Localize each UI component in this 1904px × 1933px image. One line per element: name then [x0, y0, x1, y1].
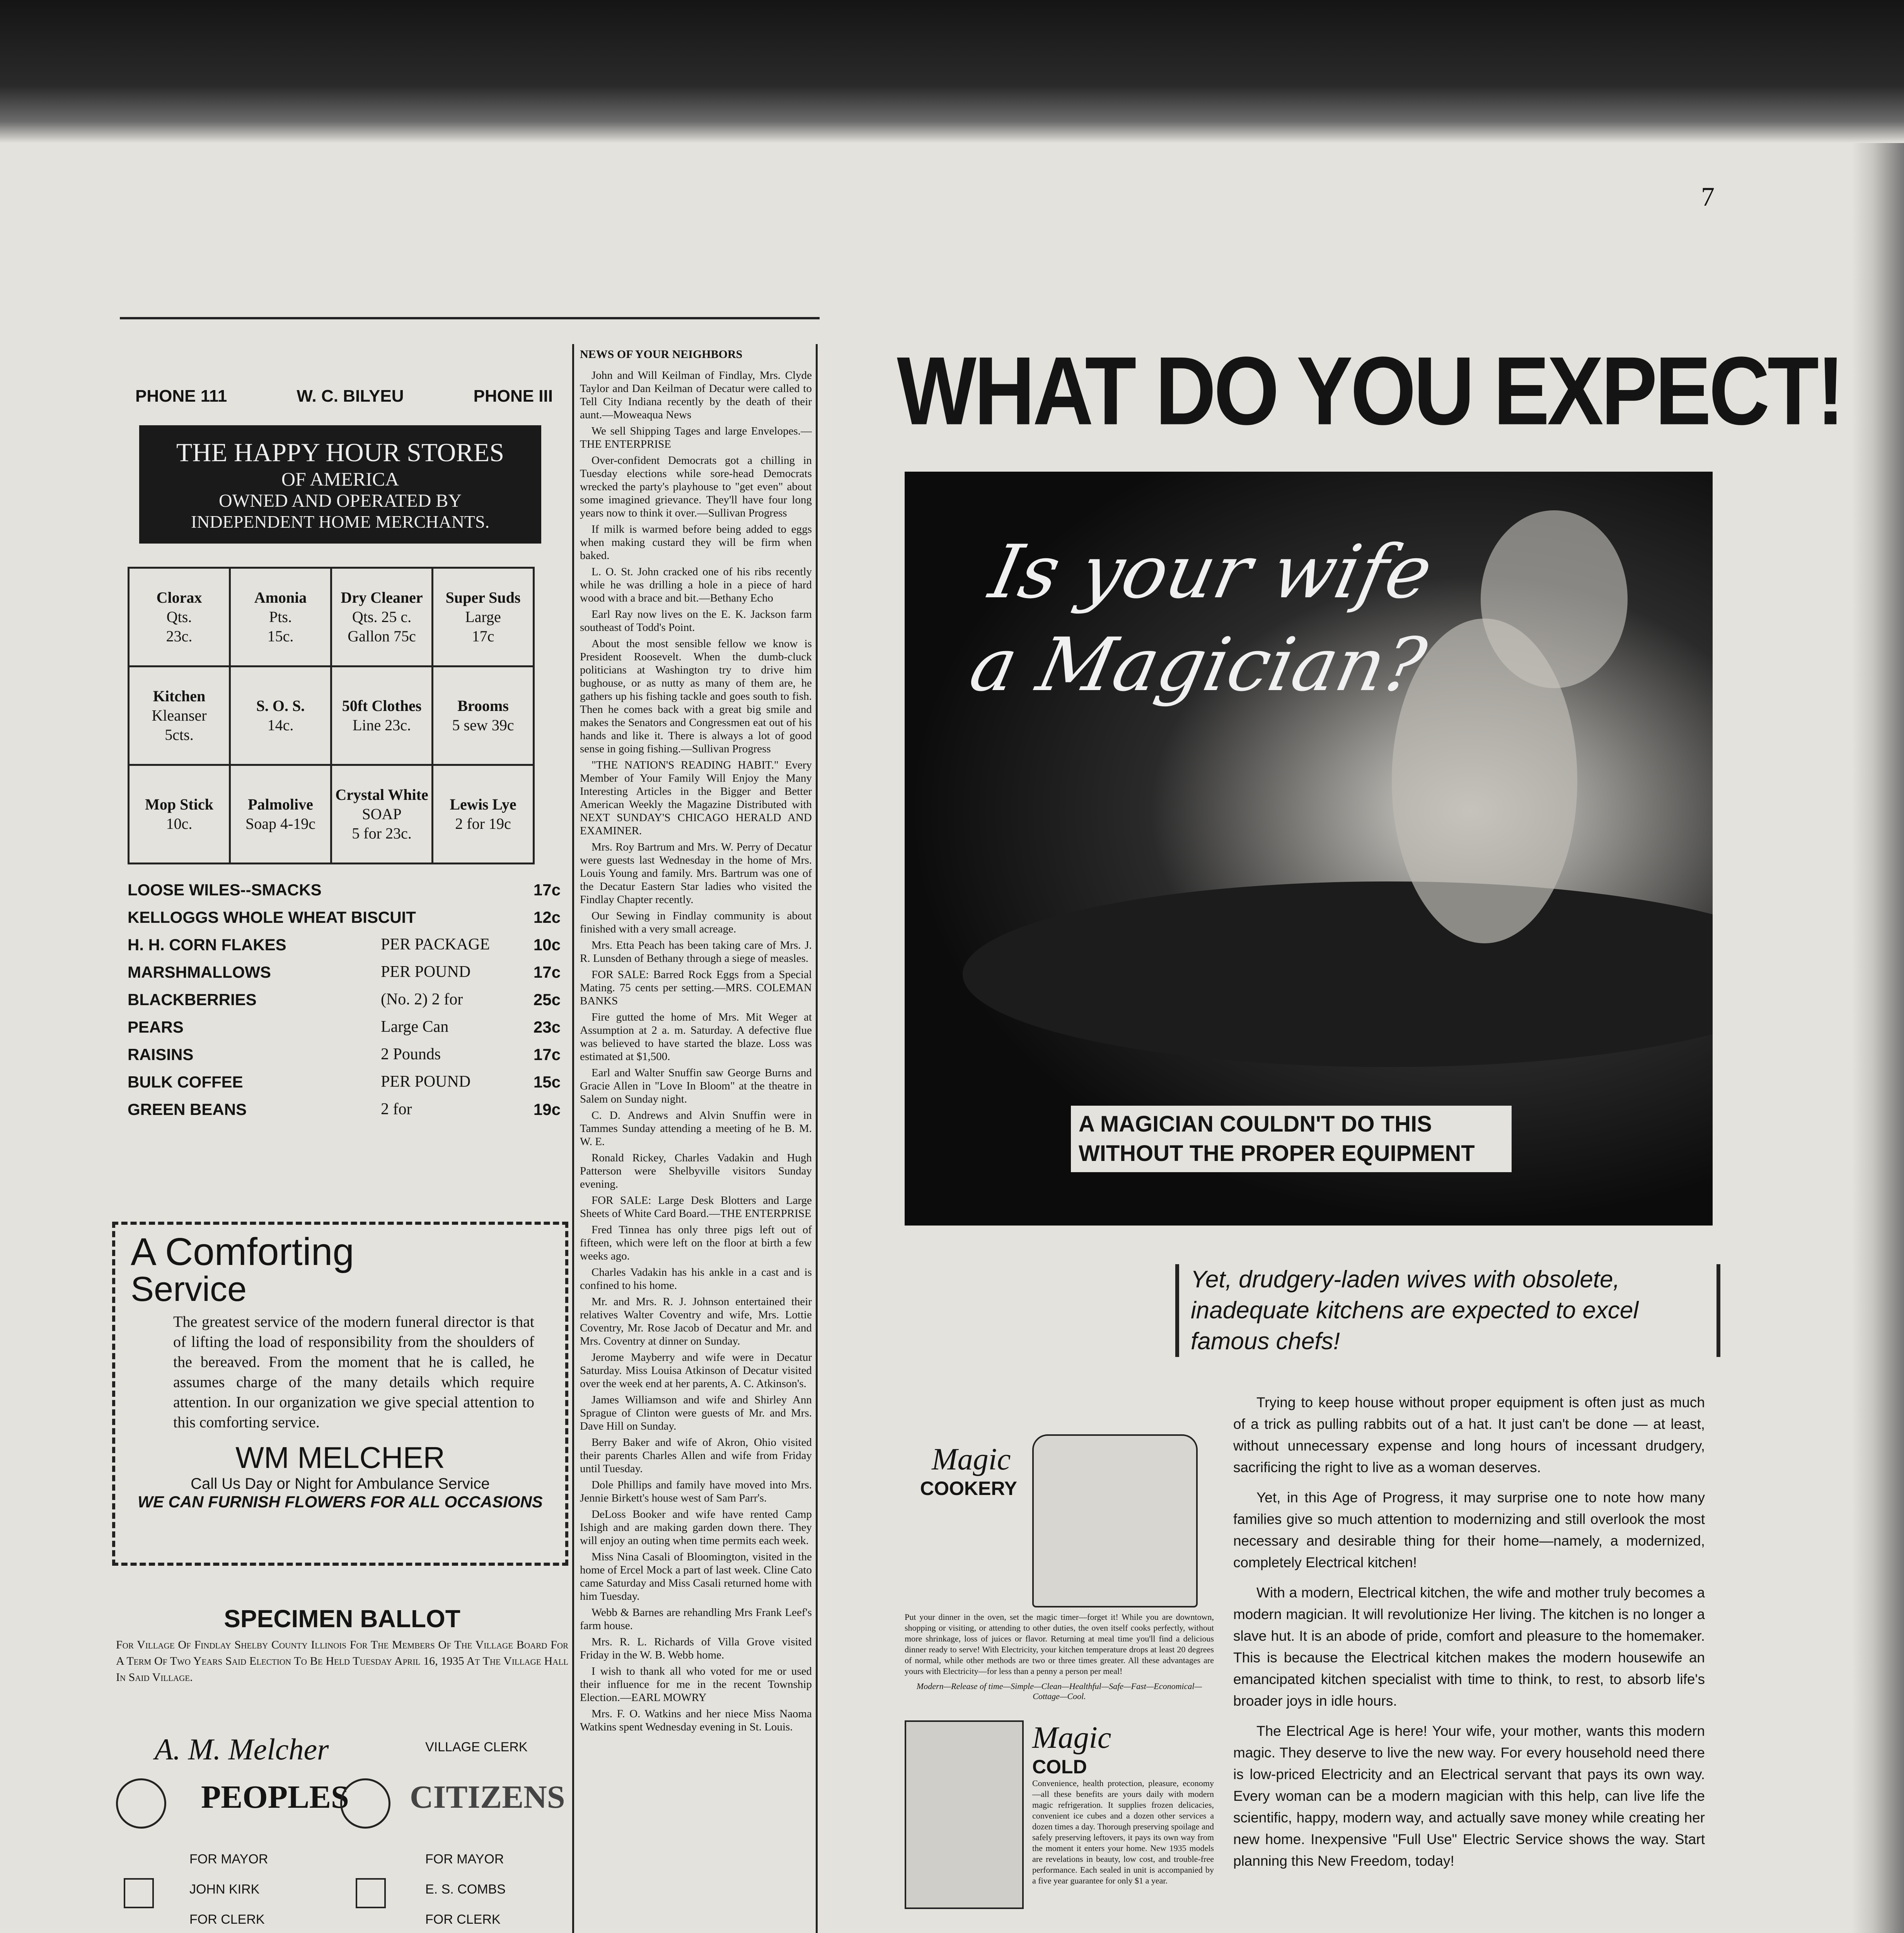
cookery-illustration	[1032, 1434, 1198, 1607]
ad-body-paragraph: Trying to keep house without proper equipment is often just as much of a trick as pulling rabbits out of a hat. It just can't be done — at least, without unnecessary expense and long hours of incessant drudgery, sacrificing the right to live as a woman deserves.	[1233, 1394, 1705, 1475]
cookery-tagline: Modern—Release of time—Simple—Clean—Healthful—Safe—Fast—Economical—Cottage—Cool.	[916, 1681, 1202, 1701]
news-item: Earl and Walter Snuffin saw George Burns and Gracie Allen in "Love In Bloom" at the theatre in Salem on Sunday night.	[580, 1067, 812, 1105]
price-qty: PER POUND	[380, 1073, 471, 1091]
grid-cell-line: 17c	[472, 627, 494, 645]
ad-caption: A MAGICIAN COULDN'T DO THIS WITHOUT THE PROPER EQUIPMENT	[1071, 1106, 1512, 1172]
news-item: C. D. Andrews and Alvin Snuffin were in Tammes Sunday attending a meeting of he B. M. W. E.	[580, 1109, 812, 1148]
price-row	[128, 986, 561, 1013]
news-item: I wish to thank all who voted for me or used their influence for me in the recent Township Election.—EARL MOWRY	[580, 1665, 812, 1704]
cookery-title-1: Magic	[932, 1442, 1011, 1476]
price-item: BULK COFFEE	[128, 1073, 243, 1091]
ballot-right-entry: FOR MAYOR	[425, 1852, 504, 1867]
cookery-section	[905, 1442, 1214, 1701]
banner-line-2: OF AMERICA	[281, 468, 399, 490]
price-price: 17c	[533, 963, 561, 981]
banner-line-4: INDEPENDENT HOME MERCHANTS.	[191, 512, 490, 532]
price-qty: PER POUND	[380, 963, 471, 981]
neighbors-column	[580, 348, 812, 1933]
banner-line-3: OWNED AND OPERATED BY	[219, 491, 462, 511]
grid-cell	[230, 666, 331, 765]
news-item: FOR SALE: Barred Rock Eggs from a Special Mating. 75 cents per setting.—MRS. COLEMAN BANKS	[580, 968, 812, 1007]
news-item: L. O. St. John cracked one of his ribs recently while he was drilling a hole in a piece of hard wood with a brace and bit.—Bethany Echo	[580, 566, 812, 604]
ballot-right-entry: E. S. COMBS	[425, 1882, 506, 1897]
ballot-left-entry: FOR CLERK	[189, 1912, 265, 1927]
citizens-party-circle[interactable]	[340, 1778, 390, 1829]
ad-script-headline: Is your wife a Magician?	[963, 529, 1440, 707]
grid-cell	[129, 568, 230, 666]
price-price: 25c	[533, 990, 561, 1009]
price-item: MARSHMALLOWS	[128, 963, 271, 981]
phone-left: PHONE 111	[135, 387, 227, 406]
news-item: Charles Vadakin has his ankle in a cast and is confined to his home.	[580, 1266, 812, 1292]
news-item: We sell Shipping Tages and large Envelopes.—THE ENTERPRISE	[580, 425, 812, 450]
price-qty	[381, 903, 520, 931]
grid-cell	[129, 666, 230, 765]
grid-cell-line: SOAP	[362, 805, 402, 823]
news-item: About the most sensible fellow we know is President Roosevelt. When the dumb-cluck politicians at Washington try to drive him bughouse, or as nutty as many of them are, he gathers up his fishing tackle and goes south to fish. Then he comes back with a great big smile and makes the Senators and Congressmen eat out of his hands and like it. There is always a lot of good sense in going fishing.—Sullivan Progress	[580, 638, 812, 755]
grid-cell	[331, 666, 433, 765]
price-price: 15c	[533, 1073, 561, 1091]
cookery-title-2: COOKERY	[920, 1478, 1017, 1499]
column-rule	[816, 344, 818, 1933]
news-item: If milk is warmed before being added to eggs when making custard they will be firm when baked.	[580, 523, 812, 562]
ballot-left-entry: JOHN KIRK	[189, 1882, 260, 1897]
ballot-intro: For Village Of Findlay Shelby County Illinois For The Members Of The Village Board For A Term Of Two Years Said Election To Be Held Tuesday April 16, 1935 At The Village Hall In Said Village.	[116, 1638, 568, 1684]
price-row	[128, 876, 561, 903]
happy-hour-banner	[139, 425, 541, 544]
column-rule	[572, 344, 574, 1933]
ad-title-2: Service	[131, 1270, 247, 1309]
grid-cell-line: 2 for 19c	[455, 815, 511, 832]
page-right-edge	[1852, 143, 1904, 1933]
ad-line-1: Call Us Day or Night for Ambulance Service	[191, 1475, 490, 1492]
grid-cell	[230, 568, 331, 666]
news-item: James Williamson and wife and Shirley Ann Sprague of Clinton were guests of Mr. and Mrs. Dave Hill on Sunday.	[580, 1394, 812, 1432]
grid-cell	[331, 568, 433, 666]
cold-title-1: Magic	[1032, 1721, 1111, 1755]
news-item: Mrs. Etta Peach has been taking care of Mrs. J. R. Lunsden of Bethany through a siege of measles.	[580, 939, 812, 965]
peoples-party-label: PEOPLES	[201, 1779, 349, 1815]
grid-cell	[331, 765, 433, 864]
news-item: Fred Tinnea has only three pigs left out of fifteen, which were left on the floor at birth a few weeks ago.	[580, 1224, 812, 1262]
ad-name: WM MELCHER	[235, 1440, 445, 1474]
price-row	[128, 931, 561, 958]
grid-cell-line: 5cts.	[165, 726, 194, 743]
price-row	[128, 1041, 561, 1068]
neighbors-heading: NEWS OF YOUR NEIGHBORS	[580, 348, 743, 361]
grid-cell-line: 5 sew 39c	[452, 716, 514, 734]
product-grid	[128, 567, 535, 864]
grid-row	[129, 666, 534, 765]
fridge-illustration	[905, 1720, 1024, 1909]
price-price: 23c	[533, 1018, 561, 1036]
cold-text: Convenience, health protection, pleasure, economy—all these benefits are yours daily with modern magic refrigeration. It supplies frozen delicacies, convenient ice cubes and a dozen other services a dozen times a day. Thorough preserving spoilage and safely preserving leftovers, it pays its own way from the moment it enters your home. New 1935 models are revelations in beauty, low cost, and trouble-free performance. Each sealed in unit is accompanied by a five year guarantee for only $1 a year.	[1032, 1778, 1214, 1885]
grid-cell	[433, 666, 534, 765]
grid-cell-line: Super Suds	[445, 589, 521, 606]
price-qty: PER PACKAGE	[380, 936, 490, 953]
news-item: Over-confident Democrats got a chilling in Tuesday elections while sore-head Democrats wrecked the party's playhouse to "get even" about some imagined grievance. They'll have four long years now to think it over.—Sullivan Progress	[580, 454, 812, 519]
news-item: Mr. and Mrs. R. J. Johnson entertained their relatives Walter Coventry and wife, Mrs. Lottie Coventry, Mr. Rose Jacob of Decatur and Mr. and Mrs. Coventry at dinner on Sunday.	[580, 1295, 812, 1347]
grid-cell	[129, 765, 230, 864]
cold-title-2: COLD	[1032, 1756, 1087, 1778]
magician-illustration	[905, 472, 1713, 1226]
price-qty	[381, 876, 520, 903]
price-price: 19c	[533, 1100, 561, 1118]
news-item: John and Will Keilman of Findlay, Mrs. Clyde Taylor and Dan Keilman of Decatur were called to Tell City Indiana recently by the death of their aunt.—Moweaqua News	[580, 369, 812, 421]
price-item: PEARS	[128, 1018, 184, 1036]
news-item: Ronald Rickey, Charles Vadakin and Hugh Patterson were Shelbyville visitors Sunday evening.	[580, 1152, 812, 1190]
cookery-text: Put your dinner in the oven, set the magic timer—forget it! While you are downtown, shopping or visiting, or attending to other duties, the oven itself cooks perfectly, without more shrinkage, loss of juices or flavor. Returning at meal time you'll find a delicious dinner ready to serve! With Electricity, your kitchen temperature drops at least 20 degrees of normal, while other methods are two or three times greater. All these advantages are yours with Electricity—for less than a penny a person per meal!	[905, 1612, 1214, 1676]
grid-cell-line: Lewis Lye	[450, 796, 516, 813]
grid-cell-line: 15c.	[267, 627, 294, 645]
price-price: 17c	[533, 881, 561, 899]
ad-line-2: WE CAN FURNISH FLOWERS FOR ALL OCCASIONS	[138, 1493, 543, 1511]
price-item: KELLOGGS WHOLE WHEAT BISCUIT	[128, 908, 416, 926]
melcher-signature: A. M. Melcher	[155, 1732, 329, 1766]
news-item: FOR SALE: Large Desk Blotters and Large Sheets of White Card Board.—THE ENTERPRISE	[580, 1194, 812, 1220]
news-item: Our Sewing in Findlay community is about finished with a very small acreage.	[580, 910, 812, 935]
grid-cell	[230, 765, 331, 864]
news-item: Webb & Barnes are rehandling Mrs Frank Leef's farm house.	[580, 1606, 812, 1632]
price-list	[128, 876, 561, 1123]
cold-section	[905, 1720, 1214, 1886]
ballot-checkbox[interactable]	[124, 1878, 154, 1908]
grid-cell-line: Dry Cleaner	[341, 589, 423, 606]
news-item: Jerome Mayberry and wife were in Decatur Saturday. Miss Louisa Atkinson of Decatur visited over the week end at her parents, A. C. Atkinson's.	[580, 1351, 812, 1390]
price-item: BLACKBERRIES	[128, 990, 257, 1009]
page-number: 7	[1701, 182, 1715, 212]
grid-cell-line: Brooms	[457, 697, 509, 714]
news-item: "THE NATION'S READING HABIT." Every Member of Your Family Will Enjoy the Many Interesting Articles in the Bigger and Better American Weekly the Magazine Distributed with NEXT SUNDAY'S CHICAGO HERALD AND EXAMINER.	[580, 759, 812, 837]
grid-cell-line: 10c.	[166, 815, 193, 832]
ad-body	[1233, 1392, 1705, 1880]
ballot-checkbox[interactable]	[356, 1878, 386, 1908]
grid-cell-line: Palmolive	[248, 796, 313, 813]
grid-cell-line: Qts. 25 c.	[352, 608, 412, 626]
grid-row	[129, 765, 534, 864]
column-rule	[120, 317, 820, 319]
grid-cell-line: S. O. S.	[256, 697, 305, 714]
grid-cell-line: Clorax	[156, 589, 202, 606]
news-item: Mrs. R. L. Richards of Villa Grove visited Friday in the W. B. Webb home.	[580, 1636, 812, 1661]
ballot-left-entry: FOR MAYOR	[189, 1852, 268, 1867]
grid-row	[129, 568, 534, 666]
ad-body-paragraph: Yet, in this Age of Progress, it may surprise one to note how many families give so much attention to modernizing and still overlook the most necessary and desirable thing for their home—namely, a modernized, completely Electrical kitchen!	[1233, 1490, 1705, 1570]
price-qty: 2 for	[380, 1100, 412, 1118]
news-item: DeLoss Booker and wife have rented Camp Ishigh and are making garden down there. They will enjoy an outing when time permits each week.	[580, 1508, 812, 1547]
grid-cell-line: 50ft Clothes	[342, 697, 422, 714]
banner-line-1: THE HAPPY HOUR STORES	[176, 438, 505, 467]
peoples-party-circle[interactable]	[116, 1778, 166, 1829]
store-owner: W. C. BILYEU	[297, 387, 404, 406]
ad-title-1: A Comforting	[131, 1230, 355, 1273]
price-row	[128, 1068, 561, 1096]
price-qty: (No. 2) 2 for	[380, 990, 463, 1008]
price-price: 12c	[533, 908, 561, 926]
grid-cell-line: Mop Stick	[145, 796, 213, 813]
grid-cell-line: Kleanser	[152, 707, 207, 724]
grid-cell-line: 14c.	[267, 716, 294, 734]
news-item: Fire gutted the home of Mrs. Mit Weger at Assumption at 2 a. m. Saturday. A defective flue was believed to have started the blaze. Loss was estimated at $1,500.	[580, 1011, 812, 1063]
price-item: GREEN BEANS	[128, 1100, 247, 1118]
price-qty: Large Can	[380, 1018, 449, 1036]
price-price: 10c	[533, 936, 561, 954]
price-item: H. H. CORN FLAKES	[128, 936, 286, 954]
ad-body-paragraph: With a modern, Electrical kitchen, the wife and mother truly becomes a modern magician. It will revolutionize Her living. The kitchen is no longer a slave hut. It is an abode of pride, comfort and pleasure to the homemaker. This is because the Electrical kitchen makes the modern housewife an emancipated kitchen specialist with time to think, to rest, to absorb life's broader joys in idle hours.	[1233, 1585, 1705, 1709]
price-qty: 2 Pounds	[380, 1045, 441, 1063]
bilyeu-ad	[116, 348, 568, 1198]
grid-cell-line: Pts.	[269, 608, 292, 626]
grid-cell-line: Amonia	[254, 589, 307, 606]
ad-body-paragraph: The Electrical Age is here! Your wife, your mother, wants this modern magic. They deserve to live the new way. For every household need there is low-priced Electricity and an Electrical servant that pays its own way. Every woman can be a modern magician with this help, can live life the scientific, happy, modern way, and actually save money while creating her new home. Inexpensive "Full Use" Electric Service shows the way. Start planning this New Freedom, today!	[1233, 1723, 1705, 1869]
price-price: 17c	[533, 1045, 561, 1064]
grid-cell-line: Soap 4-19c	[245, 815, 316, 832]
grid-cell-line: Gallon 75c	[348, 627, 416, 645]
ad-headline: WHAT DO YOU EXPECT!	[897, 337, 1843, 445]
ballot-title: SPECIMEN BALLOT	[224, 1605, 460, 1633]
price-item: LOOSE WILES--SMACKS	[128, 881, 322, 899]
price-row	[128, 1013, 561, 1041]
news-item: Mrs. F. O. Watkins and her niece Miss Naoma Watkins spent Wednesday evening in St. Louis.	[580, 1708, 812, 1733]
ad-body: The greatest service of the modern funeral director is that of lifting the load of responsibility from the shoulders of the bereaved. From the moment that he is called, he assumes charge of the many details which require attention. In our organization we give special attention to this comforting service.	[173, 1313, 534, 1431]
melcher-funeral-ad	[112, 1222, 568, 1566]
news-item: Miss Nina Casali of Bloomington, visited in the home of Ercel Mock a part of last week. Cline Cato came Saturday and Miss Casali returned home with him Tuesday.	[580, 1551, 812, 1602]
grid-cell-line: Large	[465, 608, 501, 626]
grid-cell-line: Crystal White	[335, 786, 428, 803]
grid-cell-line: Line 23c.	[352, 716, 411, 734]
ballot-right-entry: FOR CLERK	[425, 1912, 501, 1927]
phone-right: PHONE III	[473, 387, 553, 406]
grid-cell-line: 5 for 23c.	[352, 825, 412, 842]
price-row	[128, 903, 561, 931]
specimen-ballot	[116, 1604, 568, 1933]
price-item: RAISINS	[128, 1045, 194, 1064]
grid-cell	[433, 765, 534, 864]
village-clerk-label: VILLAGE CLERK	[425, 1740, 528, 1754]
grid-cell-line: Kitchen	[153, 687, 206, 705]
grid-cell-line: 23c.	[166, 627, 193, 645]
news-item: Mrs. Roy Bartrum and Mrs. W. Perry of Decatur were guests last Wednesday in the home of Mrs. Louis Young and family. Mrs. Bartrum was one of the Decatur Eastern Star ladies who visited the Findlay Chapter recently.	[580, 841, 812, 906]
price-row	[128, 958, 561, 986]
news-item: Berry Baker and wife of Akron, Ohio visited their parents Charles Allen and wife from Friday until Tuesday.	[580, 1436, 812, 1475]
torn-top-edge	[0, 0, 1904, 143]
grid-cell	[433, 568, 534, 666]
grid-cell-line: Qts.	[166, 608, 192, 626]
ad-bracket-quote: Yet, drudgery-laden wives with obsolete, inadequate kitchens are expected to excel famous chefs!	[1175, 1264, 1720, 1357]
price-row	[128, 1096, 561, 1123]
news-item: Dole Phillips and family have moved into Mrs. Jennie Birkett's house west of Sam Parr's.	[580, 1479, 812, 1504]
news-item: Earl Ray now lives on the E. K. Jackson farm southeast of Todd's Point.	[580, 608, 812, 634]
citizens-party-label: CITIZENS	[410, 1779, 565, 1815]
cips-ad	[897, 337, 1843, 1933]
